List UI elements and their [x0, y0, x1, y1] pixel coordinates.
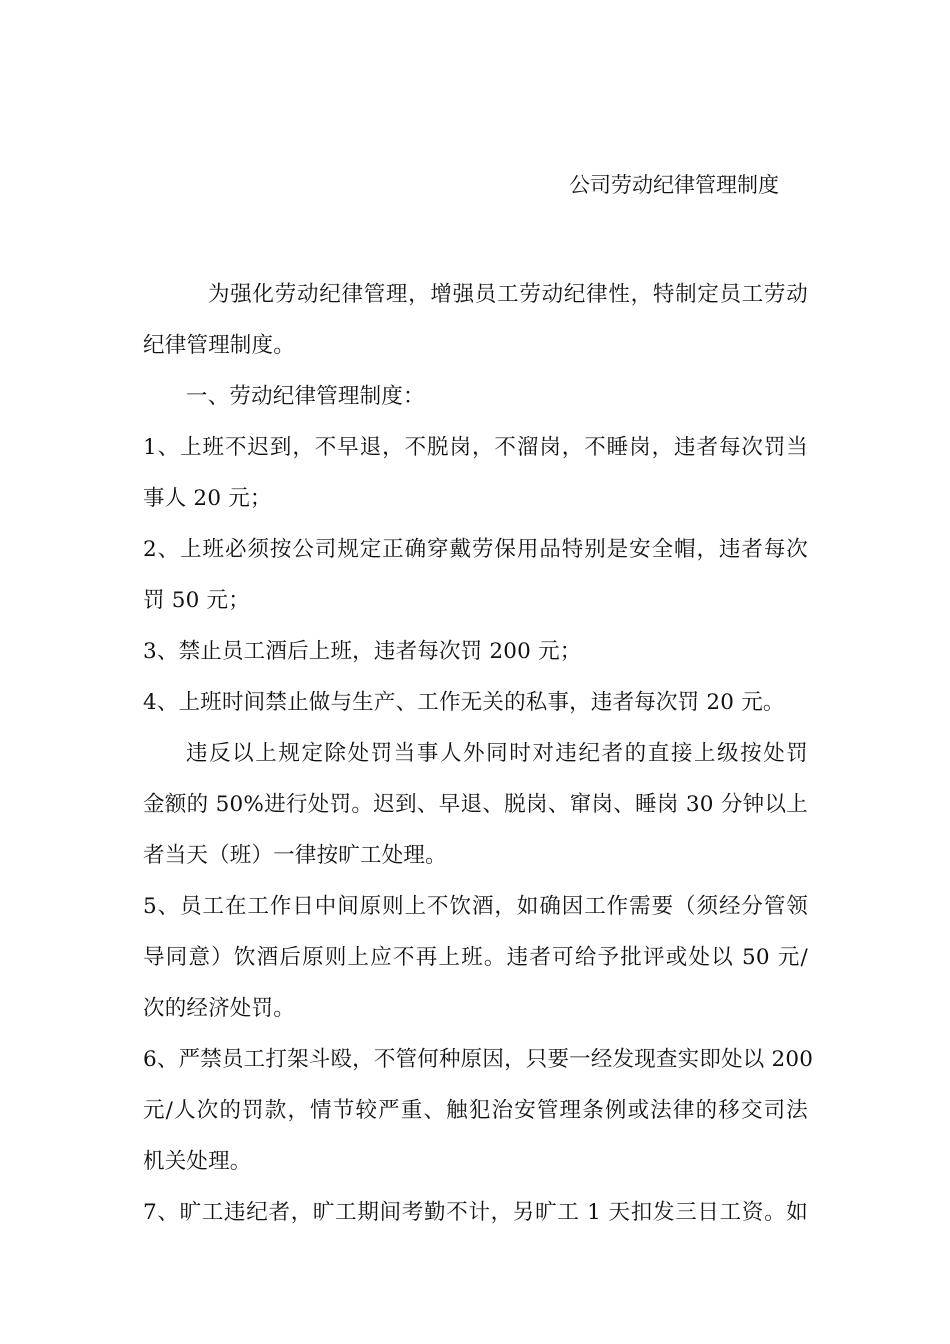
paragraph-line: 纪律管理制度。 — [143, 333, 295, 358]
paragraph-line: 3、禁止员工酒后上班，违者每次罚 200 元； — [143, 639, 582, 664]
paragraph-line: 次的经济处罚。 — [143, 996, 295, 1021]
paragraph-line: 者当天（班）一律按旷工处理。 — [143, 843, 447, 868]
paragraph-line: 事人 20 元； — [143, 486, 272, 511]
paragraph-line: 5、员工在工作日中间原则上不饮酒，如确因工作需要（须经分管领 — [143, 894, 808, 919]
paragraph-line: 导同意）饮酒后原则上应不再上班。违者可给予批评或处以 50 元/ — [143, 945, 808, 970]
paragraph-line: 4、上班时间禁止做与生产、工作无关的私事，违者每次罚 20 元。 — [143, 690, 785, 715]
paragraph-line: 为强化劳动纪律管理，增强员工劳动纪律性，特制定员工劳动 — [208, 282, 808, 307]
paragraph-line: 金额的 50%进行处罚。迟到、早退、脱岗、窜岗、睡岗 30 分钟以上 — [143, 792, 808, 817]
paragraph-line: 元/人次的罚款，情节较严重、触犯治安管理条例或法律的移交司法 — [143, 1098, 808, 1123]
paragraph-line: 7、旷工违纪者，旷工期间考勤不计，另旷工 1 天扣发三日工资。如 — [143, 1200, 808, 1225]
paragraph-line: 违反以上规定除处罚当事人外同时对违纪者的直接上级按处罚 — [186, 741, 808, 766]
paragraph-line: 机关处理。 — [143, 1149, 252, 1174]
paragraph-line: 6、严禁员工打架斗殴，不管何种原因，只要一经发现查实即处以 200 — [143, 1047, 814, 1072]
section-heading: 一、劳动纪律管理制度： — [186, 384, 425, 409]
paragraph-line: 1、上班不迟到，不早退，不脱岗，不溜岗，不睡岗，违者每次罚当 — [143, 435, 808, 460]
paragraph-line: 罚 50 元； — [143, 588, 250, 613]
paragraph-line: 2、上班必须按公司规定正确穿戴劳保用品特别是安全帽，违者每次 — [143, 537, 808, 562]
document-body — [143, 269, 814, 1238]
document-title: 公司劳动纪律管理制度 — [569, 173, 779, 197]
